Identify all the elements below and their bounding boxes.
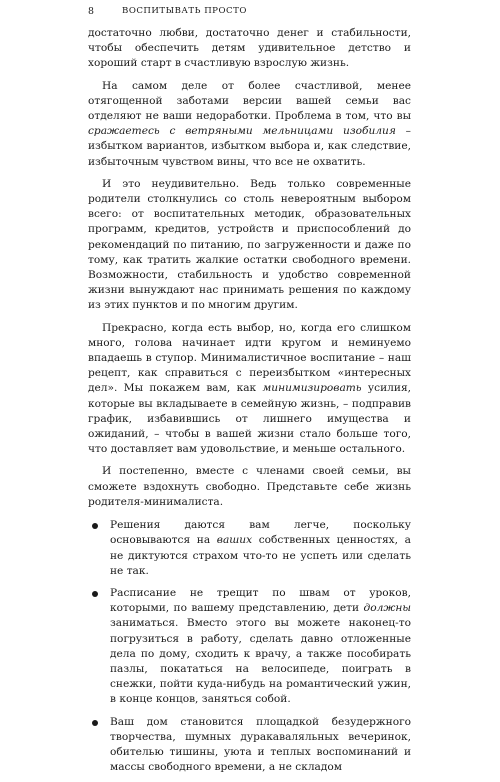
running-title: ВОСПИТЫВАТЬ ПРОСТО [122, 6, 247, 16]
text-run: заниматься. Вместо этого вы можете наконец-то погрузиться в работу, сделать давно отложенные дела по дому, сходить к врачу, а также пособирать пазлы, покататься на велосипеде, поиграть в снежки, пойти куда-нибудь на романтический ужин, в конце концов, заняться собой. [110, 617, 411, 706]
text-run: И постепенно, вместе с членами своей семьи, вы сможете вздохнуть свободно. Представьте себе жизнь родителя-минималиста. [88, 465, 411, 508]
text-run: На самом деле от более счастливой, менее отягощенной заботами версии вашей семьи вас отделяют не ваши недоработки. Проблема в том, что вы [88, 79, 411, 123]
bullet-dot-icon [92, 720, 98, 726]
text-run: Прекрасно, когда есть выбор, но, когда его слишком много, голова начинает идти кругом и неминуемо впадаешь в ступор. Минималистичное воспитание – наш рецепт, как справиться с переизбытком «интересных дел». Мы покажем вам, как [88, 321, 411, 395]
bullet-list [88, 518, 411, 775]
page-header [88, 4, 418, 18]
text-run: Ваш дом становится площадкой безудержного творчества, шумных дуракаваляльных вечеринок, обителью тишины, уюта и теплых воспоминаний и массы свободного времени, а не складом [110, 715, 411, 774]
italic-run: сражаетесь с ветряными мельницами изобилия [88, 125, 396, 138]
text-run: усилия, которые вы вкладываете в семейную жизнь, – подправив график, избавившись от лишнего имущества и ожиданий, – чтобы в вашей жизни стало больше того, что доставляет вам удовольствие, и меньше остального. [88, 382, 411, 456]
italic-run: ваших [216, 534, 253, 547]
list-item [88, 586, 411, 708]
page-body [88, 26, 411, 782]
list-item [88, 715, 411, 776]
text-run: Решения даются вам легче, поскольку основываются на [110, 519, 411, 547]
text-run: Расписание не трещит по швам от уроков, которыми, по вашему представлению, дети [110, 586, 411, 615]
text-run: – избытком вариантов, избытком выбора и, как следствие, избыточным чувством вины, что все не охватить. [88, 125, 411, 168]
text-run: И это неудивительно. Ведь только современные родители столкнулись со столь невероятным выбором всего: от воспитательных методик, образовательных программ, кредитов, устройств и приспособлений до рекомендаций по питанию, по загруженности и даже по тому, как тратить жалкие остатки свободного времени. Возможности, стабильность и удобство современной жизни вынуждают нас принимать решения по каждому из этих пунктов и по многим другим. [88, 177, 411, 312]
paragraph [88, 79, 411, 170]
text-run: собственных ценностях, а не диктуются страхом что-то не успеть или сделать не так. [110, 534, 411, 577]
italic-run: должны [363, 602, 411, 615]
bullet-dot-icon [92, 591, 98, 597]
list-item [88, 518, 411, 579]
paragraph [88, 464, 411, 510]
text-run: достаточно любви, достаточно денег и стабильности, чтобы обеспечить детям удивительное детство и хороший старт в счастливую взрослую жизнь. [88, 27, 411, 70]
paragraph [88, 26, 411, 72]
italic-run: минимизировать [262, 382, 362, 395]
page-number: 8 [88, 6, 95, 17]
bullet-dot-icon [92, 523, 98, 529]
paragraph [88, 321, 411, 458]
paragraph [88, 177, 411, 314]
